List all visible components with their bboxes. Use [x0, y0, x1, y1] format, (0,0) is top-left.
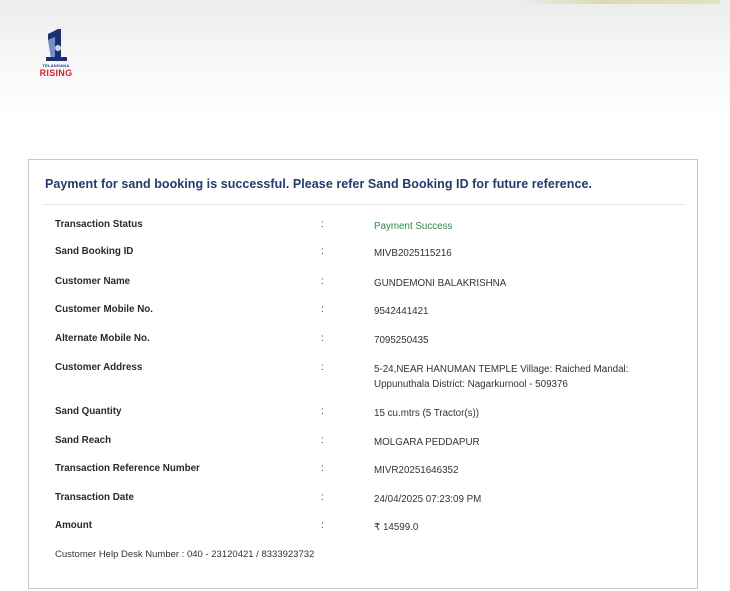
- row-label: Customer Address: [55, 362, 143, 373]
- row-separator: :: [321, 276, 324, 287]
- telangana-rising-logo: [34, 28, 78, 82]
- row-label: Transaction Date: [55, 492, 134, 503]
- date-value: 24/04/2025 07:23:09 PM: [374, 494, 482, 505]
- row-label: Sand Quantity: [55, 406, 122, 417]
- booking-receipt-card: [28, 159, 698, 589]
- row-label: Customer Mobile No.: [55, 304, 153, 315]
- row-label: Transaction Reference Number: [55, 463, 200, 474]
- logo-text-rising: RISING: [39, 68, 73, 78]
- row-separator: :: [321, 492, 324, 503]
- row-separator: :: [321, 520, 324, 531]
- row-label: Amount: [55, 520, 93, 531]
- row-separator: :: [321, 219, 324, 230]
- row-label: Sand Reach: [55, 435, 112, 446]
- quantity-value: 15 cu.mtrs (5 Tractor(s)): [374, 408, 480, 419]
- reach-value: MOLGARA PEDDAPUR: [374, 437, 480, 448]
- mobile-value: 9542441421: [374, 306, 429, 317]
- row-separator: :: [321, 333, 324, 344]
- customer-name-value: GUNDEMONI BALAKRISHNA: [374, 278, 507, 289]
- logo-text-telangana: TELANGANA: [42, 63, 70, 68]
- reference-number-value: MIVR20251646352: [374, 465, 459, 476]
- amount-value: ₹ 14599.0: [374, 522, 419, 533]
- success-message: Payment for sand booking is successful. Please refer Sand Booking ID for future reference.: [45, 177, 593, 191]
- row-label: Sand Booking ID: [55, 246, 134, 257]
- booking-id-value: MIVB2025115216: [374, 248, 452, 259]
- row-separator: :: [321, 406, 324, 417]
- row-separator: :: [321, 435, 324, 446]
- row-separator: :: [321, 246, 324, 257]
- helpdesk-number: Customer Help Desk Number : 040 - 23120421 / 8333923732: [55, 549, 315, 560]
- row-label: Transaction Status: [55, 219, 143, 230]
- row-separator: :: [321, 463, 324, 474]
- row-separator: :: [321, 362, 324, 373]
- transaction-status-value: Payment Success: [374, 221, 453, 232]
- row-label: Alternate Mobile No.: [55, 333, 150, 344]
- address-value: 5-24,NEAR HANUMAN TEMPLE Village: Raiched Mandal: Uppunuthala District: Nagarkurnool - 509376: [374, 364, 629, 390]
- row-separator: :: [321, 304, 324, 315]
- top-banner-strip: [520, 0, 720, 4]
- row-label: Customer Name: [55, 276, 131, 287]
- header-divider: [43, 204, 685, 205]
- numeral-one-icon: [34, 28, 78, 62]
- alternate-mobile-value: 7095250435: [374, 335, 429, 346]
